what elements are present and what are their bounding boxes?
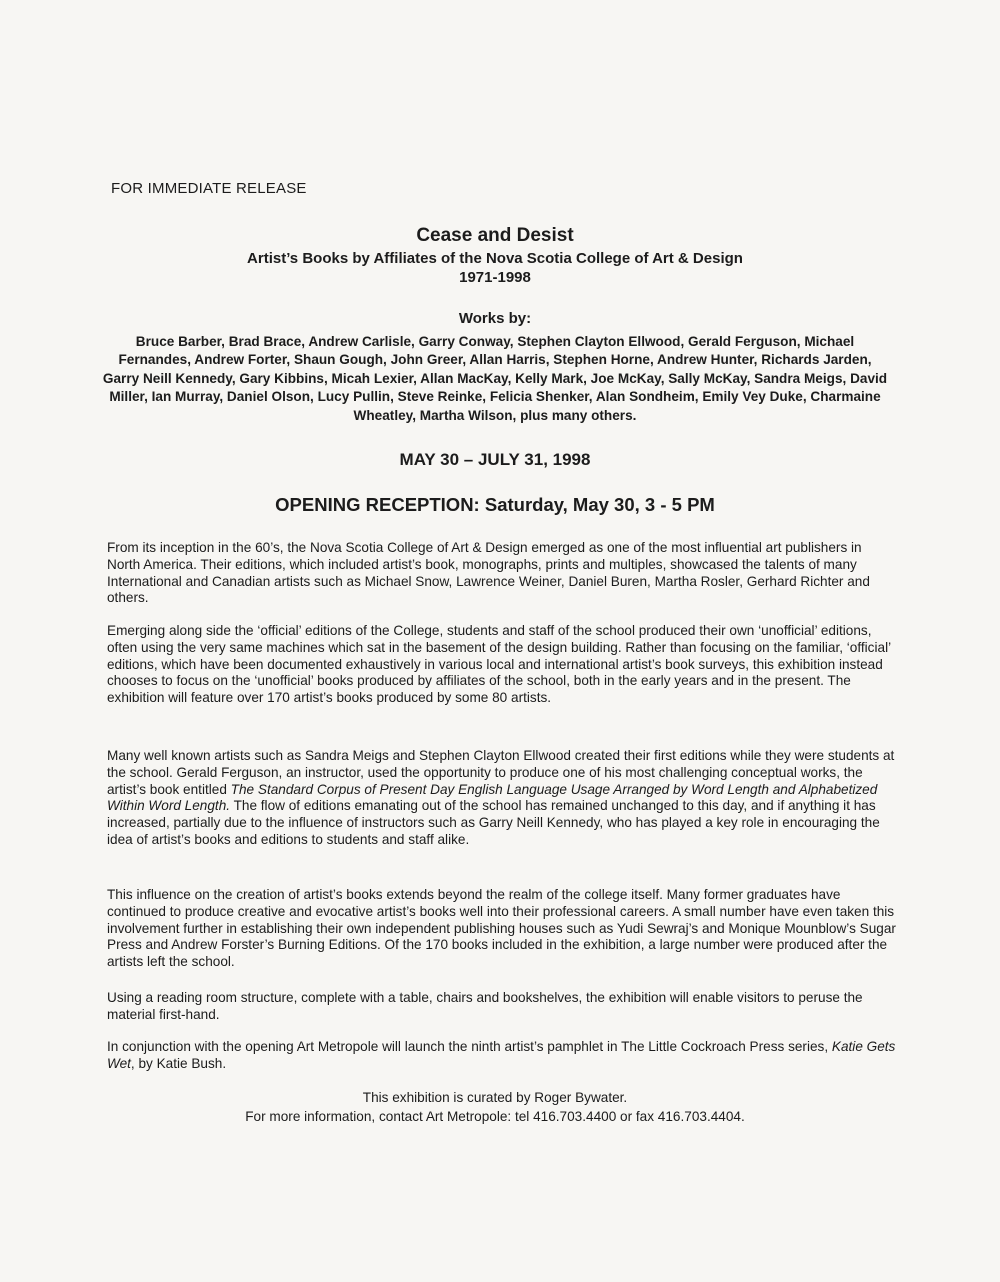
subtitle-line: Artist’s Books by Affiliates of the Nova Scotia College of Art & Design <box>247 250 743 267</box>
opening-reception: OPENING RECEPTION: Saturday, May 30, 3 - 5 PM <box>275 494 715 515</box>
paragraph-artists <box>107 748 897 849</box>
paragraph-text: The flow of editions emanating out of the school has remained unchanged to this day, and if anything it has increased, partially due to the influence of instructors such as Garry Neill Kennedy, who has played a key role in encouraging the idea of artist’s books and editions to students and staff alike. <box>107 798 880 847</box>
paragraph-pamphlet <box>107 1039 897 1073</box>
exhibition-title: Cease and Desist <box>416 225 574 246</box>
credits <box>100 1088 890 1126</box>
contact-line: For more information, contact Art Metropole: tel 416.703.4400 or fax 416.703.4404. <box>245 1109 745 1124</box>
exhibition-dates: MAY 30 – JULY 31, 1998 <box>399 450 591 469</box>
book-title: The Standard Corpus of Present Day English Language Usage Arranged by Word Length and Alphabetized Within Word Length. <box>107 781 878 814</box>
works-heading: Works by: <box>458 310 532 327</box>
paragraph-text: Many well known artists such as Sandra Meigs and Stephen Clayton Ellwood created their first editions while they were students at the school. Gerald Ferguson, an instructor, used the opportunity to produce one of his most challenging conceptual works, the artist’s book entitled <box>107 748 895 797</box>
exhibition-subtitle <box>100 249 890 287</box>
curator-line: This exhibition is curated by Roger Bywater. <box>362 1090 628 1105</box>
release-label: FOR IMMEDIATE RELEASE <box>111 180 307 197</box>
subtitle-years: 1971-1998 <box>459 269 531 286</box>
paragraph-unofficial-editions: Emerging along side the ‘official’ editions of the College, students and staff of the school produced their own ‘unofficial’ editions, often using the very same machines which sat in the basement of the design building. Rather than focusing on the familiar, ‘official’ editions, which have been documented exhaustively in various local and international artist’s book surveys, this exhibition instead chooses to focus on the ‘unofficial’ books produced by affiliates of the school, both in the early years and in the present. The exhibition will feature over 170 artist’s books produced by some 80 artists. <box>107 623 891 706</box>
paragraph-influence: This influence on the creation of artist’s books extends beyond the realm of the college itself. Many former graduates have continued to produce creative and evocative artist’s books well into their professional careers. A small number have even taken this involvement further in establishing their own independent publishing houses such as Yudi Sewraj’s and Monique Mounblow’s Sugar Press and Andrew Forster’s Burning Editions. Of the 170 books included in the exhibition, a large number were produced after the artists left the school. <box>107 887 896 970</box>
paragraph-text: In conjunction with the opening Art Metropole will launch the ninth artist’s pamphlet in The Little Cockroach Press series, <box>107 1039 832 1054</box>
pamphlet-title: Katie Gets Wet <box>107 1039 896 1071</box>
paragraph-reading-room: Using a reading room structure, complete with a table, chairs and bookshelves, the exhibition will enable visitors to peruse the material first-hand. <box>107 990 863 1022</box>
artist-list: Bruce Barber, Brad Brace, Andrew Carlisle, Garry Conway, Stephen Clayton Ellwood, Gerald Ferguson, Michael Fernandes, Andrew Forter, Shaun Gough, John Greer, Allan Harris, Stephen Horne, Andrew Hunter, Richards Jarden, Garry Neill Kennedy, Gary Kibbins, Micah Lexier, Allan MacKay, Kelly Mark, Joe McKay, Sally McKay, Sandra Meigs, David Miller, Ian Murray, Daniel Olson, Lucy Pullin, Steve Reinke, Felicia Shenker, Alan Sondheim, Emily Vey Duke, Charmaine Wheatley, Martha Wilson, plus many others. <box>102 334 888 423</box>
paragraph-history: From its inception in the 60’s, the Nova Scotia College of Art & Design emerged as one of the most influential art publishers in North America. Their editions, which included artist’s book, monographs, prints and multiples, showcased the talents of many International and Canadian artists such as Michael Snow, Lawrence Weiner, Daniel Buren, Martha Rosler, Gerhard Richter and others. <box>107 540 870 606</box>
paragraph-text: , by Katie Bush. <box>130 1055 227 1071</box>
